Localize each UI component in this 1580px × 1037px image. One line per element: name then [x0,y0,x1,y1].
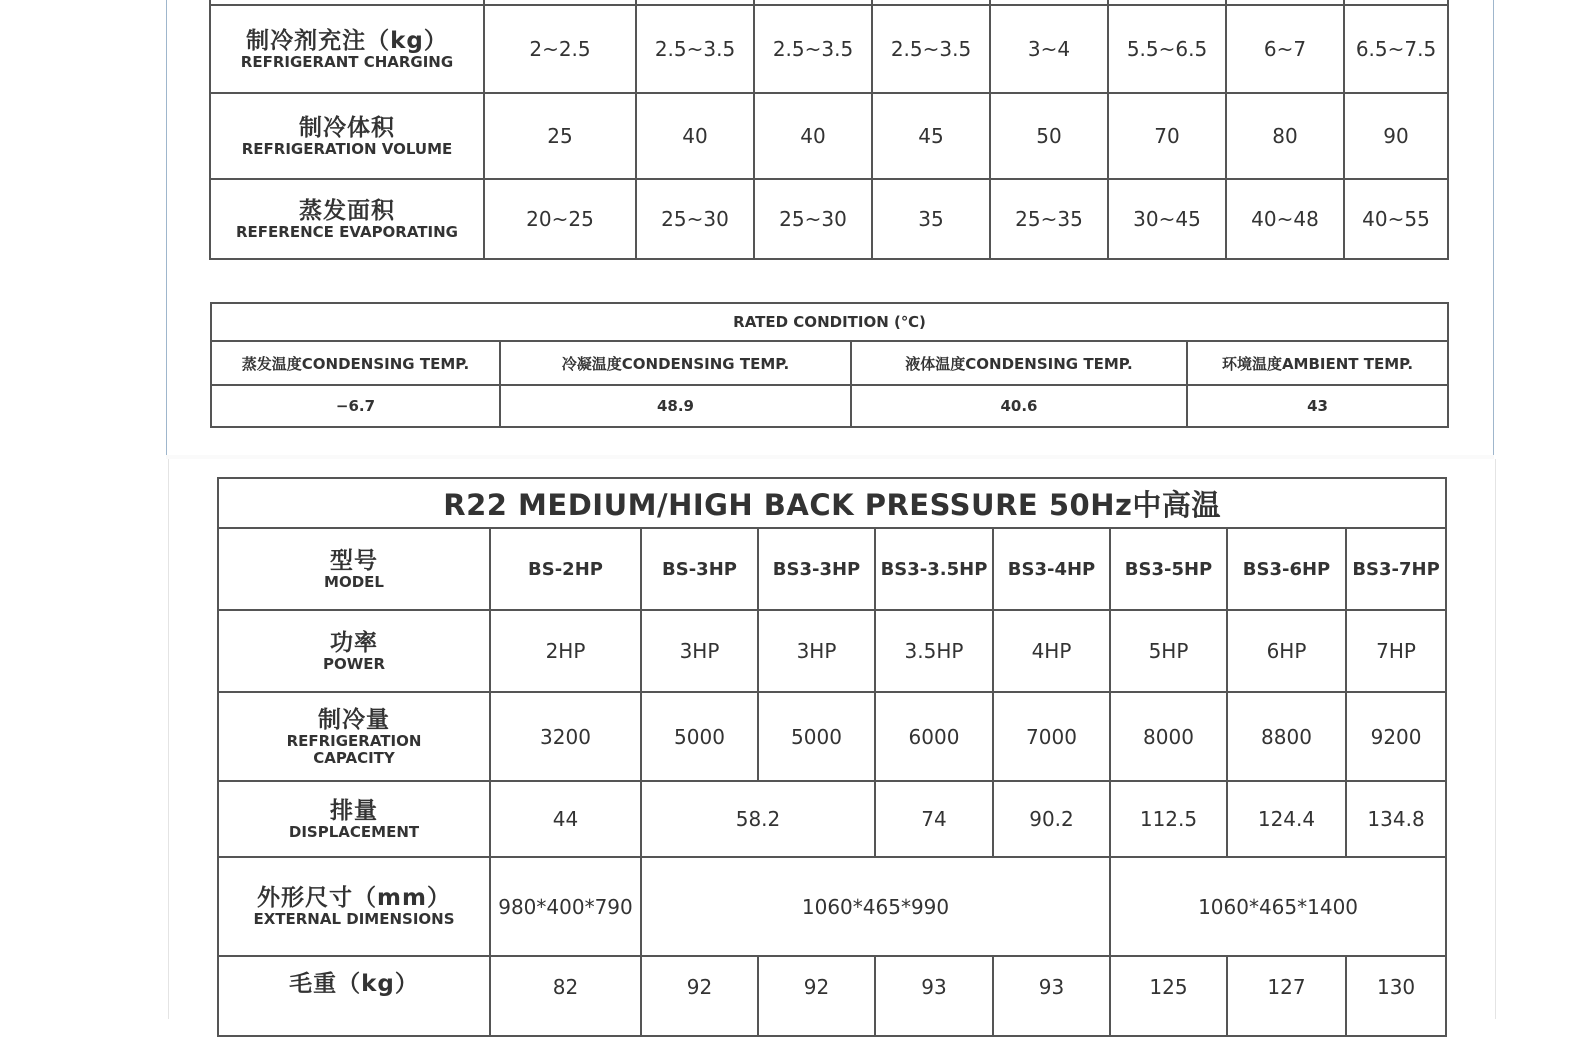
table-cell: 134.8 [1346,781,1446,857]
column-header: 环境温度AMBIENT TEMP. [1187,341,1448,385]
rated-condition-title: RATED CONDITION (℃) [211,303,1448,341]
r22-spec-table [217,477,1447,1037]
table-cell: 50 [990,93,1108,179]
column-header: 冷凝温度CONDENSING TEMP. [500,341,851,385]
table-cell: 9200 [1346,692,1446,781]
table-cell: 20~25 [484,179,636,259]
table-cell: BS3-4HP [993,528,1110,610]
column-header: 液体温度CONDENSING TEMP. [851,341,1187,385]
row-label-en: EXTERNAL DIMENSIONS [253,910,455,928]
table-cell: 6.5~7.5 [1344,5,1448,93]
table-cell: 30~45 [1108,179,1226,259]
table-cell: BS3-3.5HP [875,528,993,610]
table-cell: 127 [1227,956,1346,1036]
table-cell: 6~7 [1226,5,1344,93]
table-cell: BS3-6HP [1227,528,1346,610]
table-cell: 93 [993,956,1110,1036]
table-cell: 40 [754,93,872,179]
table-cell: 74 [875,781,993,857]
table-cell: BS-2HP [490,528,641,610]
table-cell: BS-3HP [641,528,758,610]
table-cell: 8800 [1227,692,1346,781]
table-row [210,93,1448,179]
row-label-cn: 制冷量 [318,706,390,733]
table-row [211,385,1448,427]
table-row [218,610,1446,692]
column-header: 蒸发温度CONDENSING TEMP. [211,341,500,385]
table-cell: BS3-3HP [758,528,875,610]
row-label-en: DISPLACEMENT [288,822,420,841]
table-cell: 40 [636,93,754,179]
top-spec-table [209,0,1449,260]
table-cell: 8000 [1110,692,1227,781]
table-cell: 45 [872,93,990,179]
table-cell: 980*400*790 [490,857,641,956]
table-cell: 90.2 [993,781,1110,857]
table-row [218,781,1446,857]
table-cell: 5HP [1110,610,1227,692]
row-label-power [218,610,490,692]
row-label-displacement [218,781,490,857]
row-label-cn: 制冷剂充注（kg） [246,27,448,54]
row-label-en: REFERENCE EVAPORATING [236,222,458,241]
row-label-reference-evaporating [210,179,484,259]
table-cell: 58.2 [641,781,875,857]
table-cell: 43 [1187,385,1448,427]
row-label-cn: 排量 [330,797,378,824]
table-cell: 7HP [1346,610,1446,692]
table-cell: 6HP [1227,610,1346,692]
rated-condition-table [210,302,1449,428]
table-row [210,5,1448,93]
row-label-cn: 制冷体积 [299,114,395,141]
row-label-en: MODEL [324,572,384,591]
row-label-en: REFRIGERANT CHARGING [240,52,454,71]
table-cell: 48.9 [500,385,851,427]
table-cell: 70 [1108,93,1226,179]
row-label-cn: 功率 [330,629,378,656]
table-cell: 2HP [490,610,641,692]
table-cell: 3HP [641,610,758,692]
row-label-en: POWER [322,654,386,673]
table-cell: 3200 [490,692,641,781]
table-cell: 2~2.5 [484,5,636,93]
table-cell: 3HP [758,610,875,692]
table-cell: 3.5HP [875,610,993,692]
row-label-cn: 毛重（kg） [289,971,419,997]
table-cell: 44 [490,781,641,857]
table-cell: 5000 [758,692,875,781]
row-label-cn: 外形尺寸（mm） [257,885,451,911]
table-row [211,303,1448,341]
table-cell: 92 [641,956,758,1036]
table-row [218,478,1446,528]
table-row [218,956,1446,1036]
row-label-refrigeration-capacity [218,692,490,781]
table-cell: 35 [872,179,990,259]
table-cell: 5.5~6.5 [1108,5,1226,93]
row-label-refrigerant-charging [210,5,484,93]
row-label-cn: 型号 [330,547,378,574]
table-cell: 4HP [993,610,1110,692]
table-cell: 6000 [875,692,993,781]
table-row [218,528,1446,610]
table-cell: 2.5~3.5 [636,5,754,93]
table-row [218,692,1446,781]
table-cell: 2.5~3.5 [872,5,990,93]
row-label-cn: 蒸发面积 [299,197,395,224]
table-cell: 112.5 [1110,781,1227,857]
table-row [211,341,1448,385]
row-label-model [218,528,490,610]
table-cell: 40.6 [851,385,1187,427]
table-cell: 25~35 [990,179,1108,259]
table-row [218,857,1446,956]
row-label-en: REFRIGERATION [286,731,422,750]
table-cell: 3~4 [990,5,1108,93]
table-cell: 25~30 [636,179,754,259]
table-row [210,179,1448,259]
table-cell: 1060*465*990 [641,857,1110,956]
table-cell: 25~30 [754,179,872,259]
table-cell: 80 [1226,93,1344,179]
row-label-gross-weight [218,956,490,1036]
table-cell: 93 [875,956,993,1036]
table-cell: 92 [758,956,875,1036]
table-cell: 1060*465*1400 [1110,857,1446,956]
table-cell: −6.7 [211,385,500,427]
table-cell: 25 [484,93,636,179]
table-cell: 7000 [993,692,1110,781]
row-label-en: REFRIGERATION VOLUME [241,139,453,158]
table-cell: 130 [1346,956,1446,1036]
table-cell: 40~55 [1344,179,1448,259]
row-label-external-dimensions [218,857,490,956]
table-cell: 82 [490,956,641,1036]
table-title: R22 MEDIUM/HIGH BACK PRESSURE 50Hz中高温 [218,478,1446,528]
table-cell: 125 [1110,956,1227,1036]
table-cell: BS3-5HP [1110,528,1227,610]
row-label-refrigeration-volume [210,93,484,179]
table-cell: 40~48 [1226,179,1344,259]
table-cell: 90 [1344,93,1448,179]
row-label-en: CAPACITY [313,748,395,767]
table-cell: 124.4 [1227,781,1346,857]
table-cell: 5000 [641,692,758,781]
table-cell: 2.5~3.5 [754,5,872,93]
table-cell: BS3-7HP [1346,528,1446,610]
